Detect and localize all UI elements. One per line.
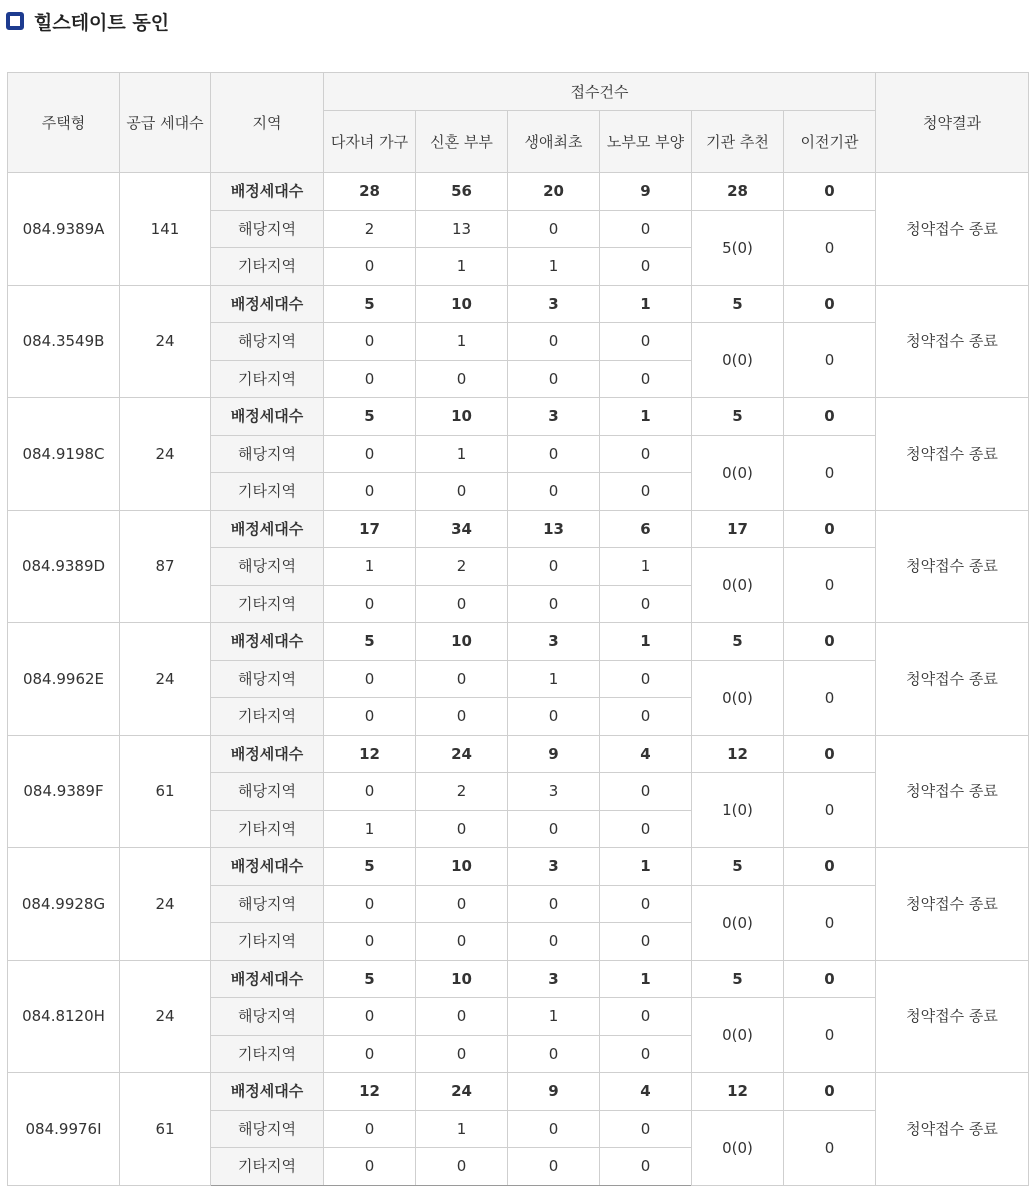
table-row-allocation [8,1073,1029,1111]
allocation-value-cell: 0 [784,1073,876,1111]
local-applications-cell: 2 [324,210,416,248]
relocation-applied-cell: 0 [784,548,876,623]
other-applications-cell: 0 [324,698,416,736]
allocation-value-cell: 1 [600,960,692,998]
allocation-value-cell: 9 [508,735,600,773]
other-applications-cell: 0 [416,810,508,848]
allocation-value-cell: 5 [324,285,416,323]
allocation-value-cell: 0 [784,173,876,211]
allocation-value-cell: 10 [416,848,508,886]
other-applications-cell: 0 [324,1148,416,1186]
local-applications-cell: 0 [416,660,508,698]
row-label-local: 해당지역 [211,885,324,923]
relocation-applied-cell: 0 [784,210,876,285]
local-applications-cell: 0 [324,323,416,361]
allocation-value-cell: 0 [784,510,876,548]
other-applications-cell: 0 [416,1148,508,1186]
relocation-applied-cell: 0 [784,885,876,960]
local-applications-cell: 0 [508,548,600,586]
row-label-allocation: 배정세대수 [211,510,324,548]
local-applications-cell: 0 [508,435,600,473]
allocation-value-cell: 3 [508,960,600,998]
row-label-local: 해당지역 [211,323,324,361]
allocation-value-cell: 5 [324,848,416,886]
allocation-value-cell: 1 [600,398,692,436]
relocation-applied-cell: 0 [784,435,876,510]
allocation-value-cell: 12 [324,735,416,773]
allocation-value-cell: 20 [508,173,600,211]
allocation-value-cell: 24 [416,1073,508,1111]
allocation-value-cell: 4 [600,1073,692,1111]
other-applications-cell: 0 [416,473,508,511]
housing-type-cell: 084.9389A [8,173,120,286]
table-row-allocation [8,960,1029,998]
institution-applied-cell: 1(0) [692,773,784,848]
table-row-allocation [8,848,1029,886]
row-label-other: 기타지역 [211,810,324,848]
other-applications-cell: 0 [508,1148,600,1186]
local-applications-cell: 0 [508,1110,600,1148]
allocation-value-cell: 5 [324,960,416,998]
supply-units-cell: 24 [120,623,211,736]
local-applications-cell: 0 [416,885,508,923]
row-label-other: 기타지역 [211,1148,324,1186]
local-applications-cell: 2 [416,773,508,811]
local-applications-cell: 0 [600,435,692,473]
row-label-local: 해당지역 [211,548,324,586]
allocation-value-cell: 0 [784,623,876,661]
other-applications-cell: 0 [600,810,692,848]
local-applications-cell: 0 [508,210,600,248]
row-label-local: 해당지역 [211,660,324,698]
other-applications-cell: 0 [508,1035,600,1073]
col-header-elderly-parents: 노부모 부양 [600,111,692,173]
housing-type-cell: 084.9198C [8,398,120,511]
other-applications-cell: 0 [508,585,600,623]
allocation-value-cell: 56 [416,173,508,211]
local-applications-cell: 0 [324,773,416,811]
other-applications-cell: 1 [416,248,508,286]
other-applications-cell: 0 [416,1035,508,1073]
other-applications-cell: 0 [600,248,692,286]
result-status-cell: 청약접수 종료 [876,960,1029,1073]
allocation-value-cell: 5 [692,960,784,998]
housing-type-cell: 084.3549B [8,285,120,398]
result-status-cell: 청약접수 종료 [876,623,1029,736]
table-row-allocation [8,623,1029,661]
allocation-value-cell: 9 [508,1073,600,1111]
local-applications-cell: 0 [600,773,692,811]
row-label-allocation: 배정세대수 [211,1073,324,1111]
local-applications-cell: 0 [600,323,692,361]
row-label-allocation: 배정세대수 [211,398,324,436]
other-applications-cell: 0 [508,698,600,736]
row-label-local: 해당지역 [211,773,324,811]
allocation-value-cell: 28 [324,173,416,211]
allocation-value-cell: 0 [784,285,876,323]
supply-units-cell: 24 [120,960,211,1073]
allocation-value-cell: 5 [324,623,416,661]
row-label-allocation: 배정세대수 [211,173,324,211]
institution-applied-cell: 0(0) [692,998,784,1073]
relocation-applied-cell: 0 [784,1110,876,1185]
table-row-allocation [8,735,1029,773]
row-label-allocation: 배정세대수 [211,960,324,998]
page-title-row [6,8,169,34]
result-status-cell: 청약접수 종료 [876,173,1029,286]
other-applications-cell: 0 [324,1035,416,1073]
col-header-newlywed: 신혼 부부 [416,111,508,173]
col-header-housing-type: 주택형 [8,73,120,173]
local-applications-cell: 0 [508,885,600,923]
allocation-value-cell: 6 [600,510,692,548]
supply-units-cell: 24 [120,398,211,511]
allocation-value-cell: 12 [324,1073,416,1111]
table-row-allocation [8,173,1029,211]
col-header-first-time: 생애최초 [508,111,600,173]
local-applications-cell: 2 [416,548,508,586]
allocation-value-cell: 10 [416,960,508,998]
col-header-result: 청약결과 [876,73,1029,173]
table-row-allocation [8,398,1029,436]
allocation-value-cell: 3 [508,398,600,436]
other-applications-cell: 0 [600,923,692,961]
local-applications-cell: 1 [508,998,600,1036]
allocation-value-cell: 24 [416,735,508,773]
local-applications-cell: 0 [324,1110,416,1148]
allocation-value-cell: 5 [692,285,784,323]
other-applications-cell: 0 [600,1035,692,1073]
local-applications-cell: 0 [600,1110,692,1148]
col-header-multichild: 다자녀 가구 [324,111,416,173]
row-label-local: 해당지역 [211,435,324,473]
local-applications-cell: 1 [508,660,600,698]
allocation-value-cell: 10 [416,398,508,436]
other-applications-cell: 0 [600,473,692,511]
allocation-value-cell: 17 [692,510,784,548]
result-status-cell: 청약접수 종료 [876,1073,1029,1186]
allocation-value-cell: 4 [600,735,692,773]
other-applications-cell: 0 [600,1148,692,1186]
row-label-allocation: 배정세대수 [211,285,324,323]
local-applications-cell: 0 [324,885,416,923]
allocation-value-cell: 1 [600,623,692,661]
other-applications-cell: 1 [324,810,416,848]
row-label-other: 기타지역 [211,1035,324,1073]
institution-applied-cell: 0(0) [692,660,784,735]
supply-units-cell: 24 [120,848,211,961]
row-label-local: 해당지역 [211,998,324,1036]
local-applications-cell: 1 [600,548,692,586]
row-label-other: 기타지역 [211,360,324,398]
supply-units-cell: 61 [120,735,211,848]
local-applications-cell: 1 [324,548,416,586]
result-status-cell: 청약접수 종료 [876,285,1029,398]
other-applications-cell: 0 [324,248,416,286]
local-applications-cell: 1 [416,1110,508,1148]
other-applications-cell: 0 [416,698,508,736]
other-applications-cell: 0 [324,585,416,623]
other-applications-cell: 0 [324,360,416,398]
housing-type-cell: 084.9928G [8,848,120,961]
other-applications-cell: 0 [600,360,692,398]
local-applications-cell: 1 [416,435,508,473]
local-applications-cell: 0 [600,885,692,923]
institution-applied-cell: 0(0) [692,435,784,510]
other-applications-cell: 0 [600,698,692,736]
other-applications-cell: 0 [416,585,508,623]
relocation-applied-cell: 0 [784,998,876,1073]
allocation-value-cell: 5 [324,398,416,436]
other-applications-cell: 0 [508,923,600,961]
table-row-allocation [8,285,1029,323]
relocation-applied-cell: 0 [784,323,876,398]
other-applications-cell: 0 [324,923,416,961]
other-applications-cell: 0 [508,810,600,848]
supply-units-cell: 24 [120,285,211,398]
other-applications-cell: 0 [508,360,600,398]
col-header-area: 지역 [211,73,324,173]
housing-type-cell: 084.9962E [8,623,120,736]
table-row-allocation [8,510,1029,548]
row-label-allocation: 배정세대수 [211,848,324,886]
local-applications-cell: 0 [600,660,692,698]
supply-units-cell: 61 [120,1073,211,1186]
local-applications-cell: 0 [324,660,416,698]
other-applications-cell: 0 [508,473,600,511]
local-applications-cell: 0 [600,210,692,248]
relocation-applied-cell: 0 [784,773,876,848]
other-applications-cell: 1 [508,248,600,286]
allocation-value-cell: 0 [784,960,876,998]
col-header-supply-units: 공급 세대수 [120,73,211,173]
allocation-value-cell: 10 [416,285,508,323]
subscription-result-table [7,72,1029,1186]
allocation-value-cell: 12 [692,1073,784,1111]
institution-applied-cell: 0(0) [692,1110,784,1185]
table-body [8,173,1029,1186]
local-applications-cell: 0 [324,998,416,1036]
allocation-value-cell: 28 [692,173,784,211]
row-label-other: 기타지역 [211,248,324,286]
col-header-institution: 기관 추천 [692,111,784,173]
local-applications-cell: 3 [508,773,600,811]
allocation-value-cell: 0 [784,398,876,436]
institution-applied-cell: 5(0) [692,210,784,285]
institution-applied-cell: 0(0) [692,323,784,398]
local-applications-cell: 0 [324,435,416,473]
allocation-value-cell: 34 [416,510,508,548]
allocation-value-cell: 17 [324,510,416,548]
local-applications-cell: 0 [600,998,692,1036]
housing-type-cell: 084.9976I [8,1073,120,1186]
allocation-value-cell: 9 [600,173,692,211]
housing-type-cell: 084.8120H [8,960,120,1073]
institution-applied-cell: 0(0) [692,548,784,623]
other-applications-cell: 0 [416,923,508,961]
row-label-allocation: 배정세대수 [211,623,324,661]
result-status-cell: 청약접수 종료 [876,735,1029,848]
row-label-allocation: 배정세대수 [211,735,324,773]
row-label-other: 기타지역 [211,473,324,511]
local-applications-cell: 13 [416,210,508,248]
housing-type-cell: 084.9389F [8,735,120,848]
square-bullet-icon [6,12,24,30]
other-applications-cell: 0 [416,360,508,398]
institution-applied-cell: 0(0) [692,885,784,960]
local-applications-cell: 0 [416,998,508,1036]
row-label-other: 기타지역 [211,698,324,736]
allocation-value-cell: 3 [508,848,600,886]
allocation-value-cell: 10 [416,623,508,661]
allocation-value-cell: 12 [692,735,784,773]
allocation-value-cell: 5 [692,398,784,436]
allocation-value-cell: 1 [600,285,692,323]
result-status-cell: 청약접수 종료 [876,398,1029,511]
row-label-other: 기타지역 [211,585,324,623]
result-status-cell: 청약접수 종료 [876,510,1029,623]
col-header-relocation: 이전기관 [784,111,876,173]
housing-type-cell: 084.9389D [8,510,120,623]
allocation-value-cell: 5 [692,623,784,661]
local-applications-cell: 0 [508,323,600,361]
local-applications-cell: 1 [416,323,508,361]
row-label-local: 해당지역 [211,210,324,248]
relocation-applied-cell: 0 [784,660,876,735]
other-applications-cell: 0 [324,473,416,511]
allocation-value-cell: 0 [784,735,876,773]
page-title: 힐스테이트 동인 [34,11,170,34]
row-label-other: 기타지역 [211,923,324,961]
other-applications-cell: 0 [600,585,692,623]
allocation-value-cell: 3 [508,623,600,661]
supply-units-cell: 87 [120,510,211,623]
col-header-applications-group: 접수건수 [324,73,876,111]
allocation-value-cell: 1 [600,848,692,886]
allocation-value-cell: 3 [508,285,600,323]
allocation-value-cell: 5 [692,848,784,886]
allocation-value-cell: 0 [784,848,876,886]
allocation-value-cell: 13 [508,510,600,548]
supply-units-cell: 141 [120,173,211,286]
result-status-cell: 청약접수 종료 [876,848,1029,961]
row-label-local: 해당지역 [211,1110,324,1148]
